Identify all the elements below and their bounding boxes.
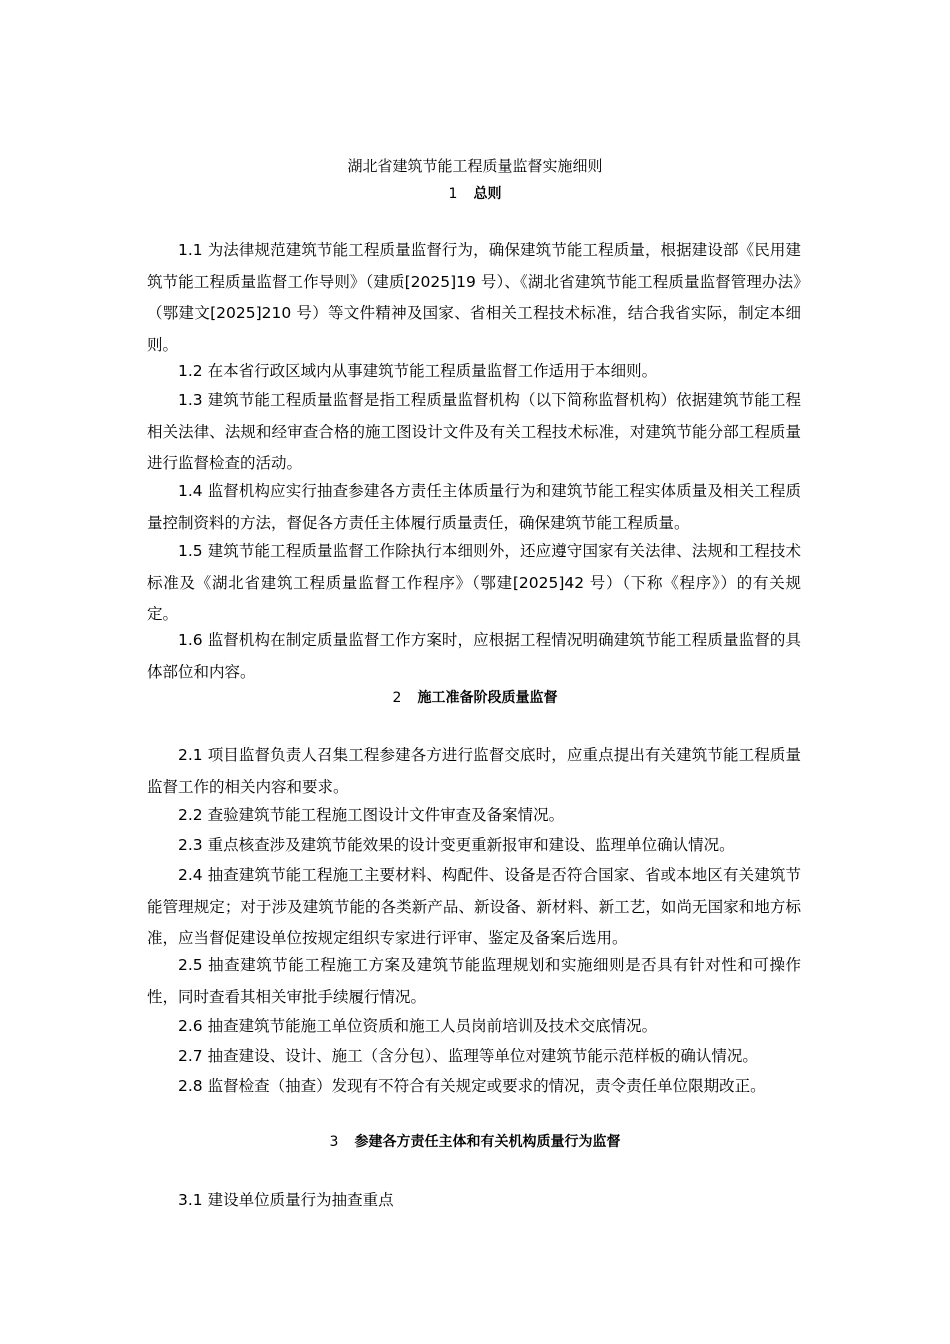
paragraph-1-3: 1.3 建筑节能工程质量监督是指工程质量监督机构（以下简称监督机构）依据建筑节能工程相关法律、法规和经审查合格的施工图设计文件及有关工程技术标准，对建筑节能分部工程质量进行监督检查的活动。 (147, 391, 801, 472)
document-title: 湖北省建筑节能工程质量监督实施细则 (347, 157, 603, 175)
section-number: 1 (448, 186, 458, 202)
paragraph-2-1: 2.1 项目监督负责人召集工程参建各方进行监督交底时，应重点提出有关建筑节能工程质量监督工作的相关内容和要求。 (147, 746, 801, 796)
paragraph-2-6: 2.6 抽查建筑节能施工单位资质和施工人员岗前培训及技术交底情况。 (178, 1017, 658, 1035)
paragraph-2-2: 2.2 查验建筑节能工程施工图设计文件审查及备案情况。 (178, 806, 565, 824)
paragraph-1-1: 1.1 为法律规范建筑节能工程质量监督行为，确保建筑节能工程质量，根据建设部《民用建筑节能工程质量监督工作导则》（建质[2025]19 号）、《湖北省建筑节能工程质量监督管理办法》（鄂建文[2025]210 号）等文件精神及国家、省相关工程技术标准，结合我省实际，制定本细则。 (147, 241, 801, 354)
section-title: 总则 (473, 186, 502, 202)
paragraph-2-7: 2.7 抽查建设、设计、施工（含分包）、监理等单位对建筑节能示范样板的确认情况。 (178, 1047, 758, 1065)
section-heading-1 (0, 182, 950, 206)
paragraph-2-5: 2.5 抽查建筑节能工程施工方案及建筑节能监理规划和实施细则是否具有针对性和可操作性，同时查看其相关审批手续履行情况。 (147, 956, 801, 1006)
section-heading-2 (0, 686, 950, 710)
section-title: 施工准备阶段质量监督 (417, 690, 558, 706)
paragraph-2-8: 2.8 监督检查（抽查）发现有不符合有关规定或要求的情况，责令责任单位限期改正。 (178, 1077, 766, 1095)
paragraph-2-4: 2.4 抽查建筑节能工程施工主要材料、构配件、设备是否符合国家、省或本地区有关建筑节能管理规定；对于涉及建筑节能的各类新产品、新设备、新材料、新工艺，如尚无国家和地方标准，应当督促建设单位按规定组织专家进行评审、鉴定及备案后选用。 (147, 866, 801, 947)
section-number: 2 (392, 690, 402, 706)
paragraph-3-1: 3.1 建设单位质量行为抽查重点 (178, 1191, 394, 1209)
paragraph-1-2: 1.2 在本省行政区域内从事建筑节能工程质量监督工作适用于本细则。 (178, 362, 658, 380)
paragraph-1-5: 1.5 建筑节能工程质量监督工作除执行本细则外，还应遵守国家有关法律、法规和工程技术标准及《湖北省建筑工程质量监督工作程序》（鄂建[2025]42 号）（下称《程序》）的有关规定。 (147, 542, 801, 623)
paragraph-1-4: 1.4 监督机构应实行抽查参建各方责任主体质量行为和建筑节能工程实体质量及相关工程质量控制资料的方法，督促各方责任主体履行质量责任，确保建筑节能工程质量。 (147, 482, 801, 532)
section-heading-3 (0, 1130, 950, 1154)
paragraph-1-6: 1.6 监督机构在制定质量监督工作方案时，应根据工程情况明确建筑节能工程质量监督的具体部位和内容。 (147, 631, 801, 681)
paragraph-2-3: 2.3 重点核查涉及建筑节能效果的设计变更重新报审和建设、监理单位确认情况。 (178, 836, 735, 854)
section-title: 参建各方责任主体和有关机构质量行为监督 (354, 1134, 621, 1150)
section-number: 3 (329, 1134, 339, 1150)
